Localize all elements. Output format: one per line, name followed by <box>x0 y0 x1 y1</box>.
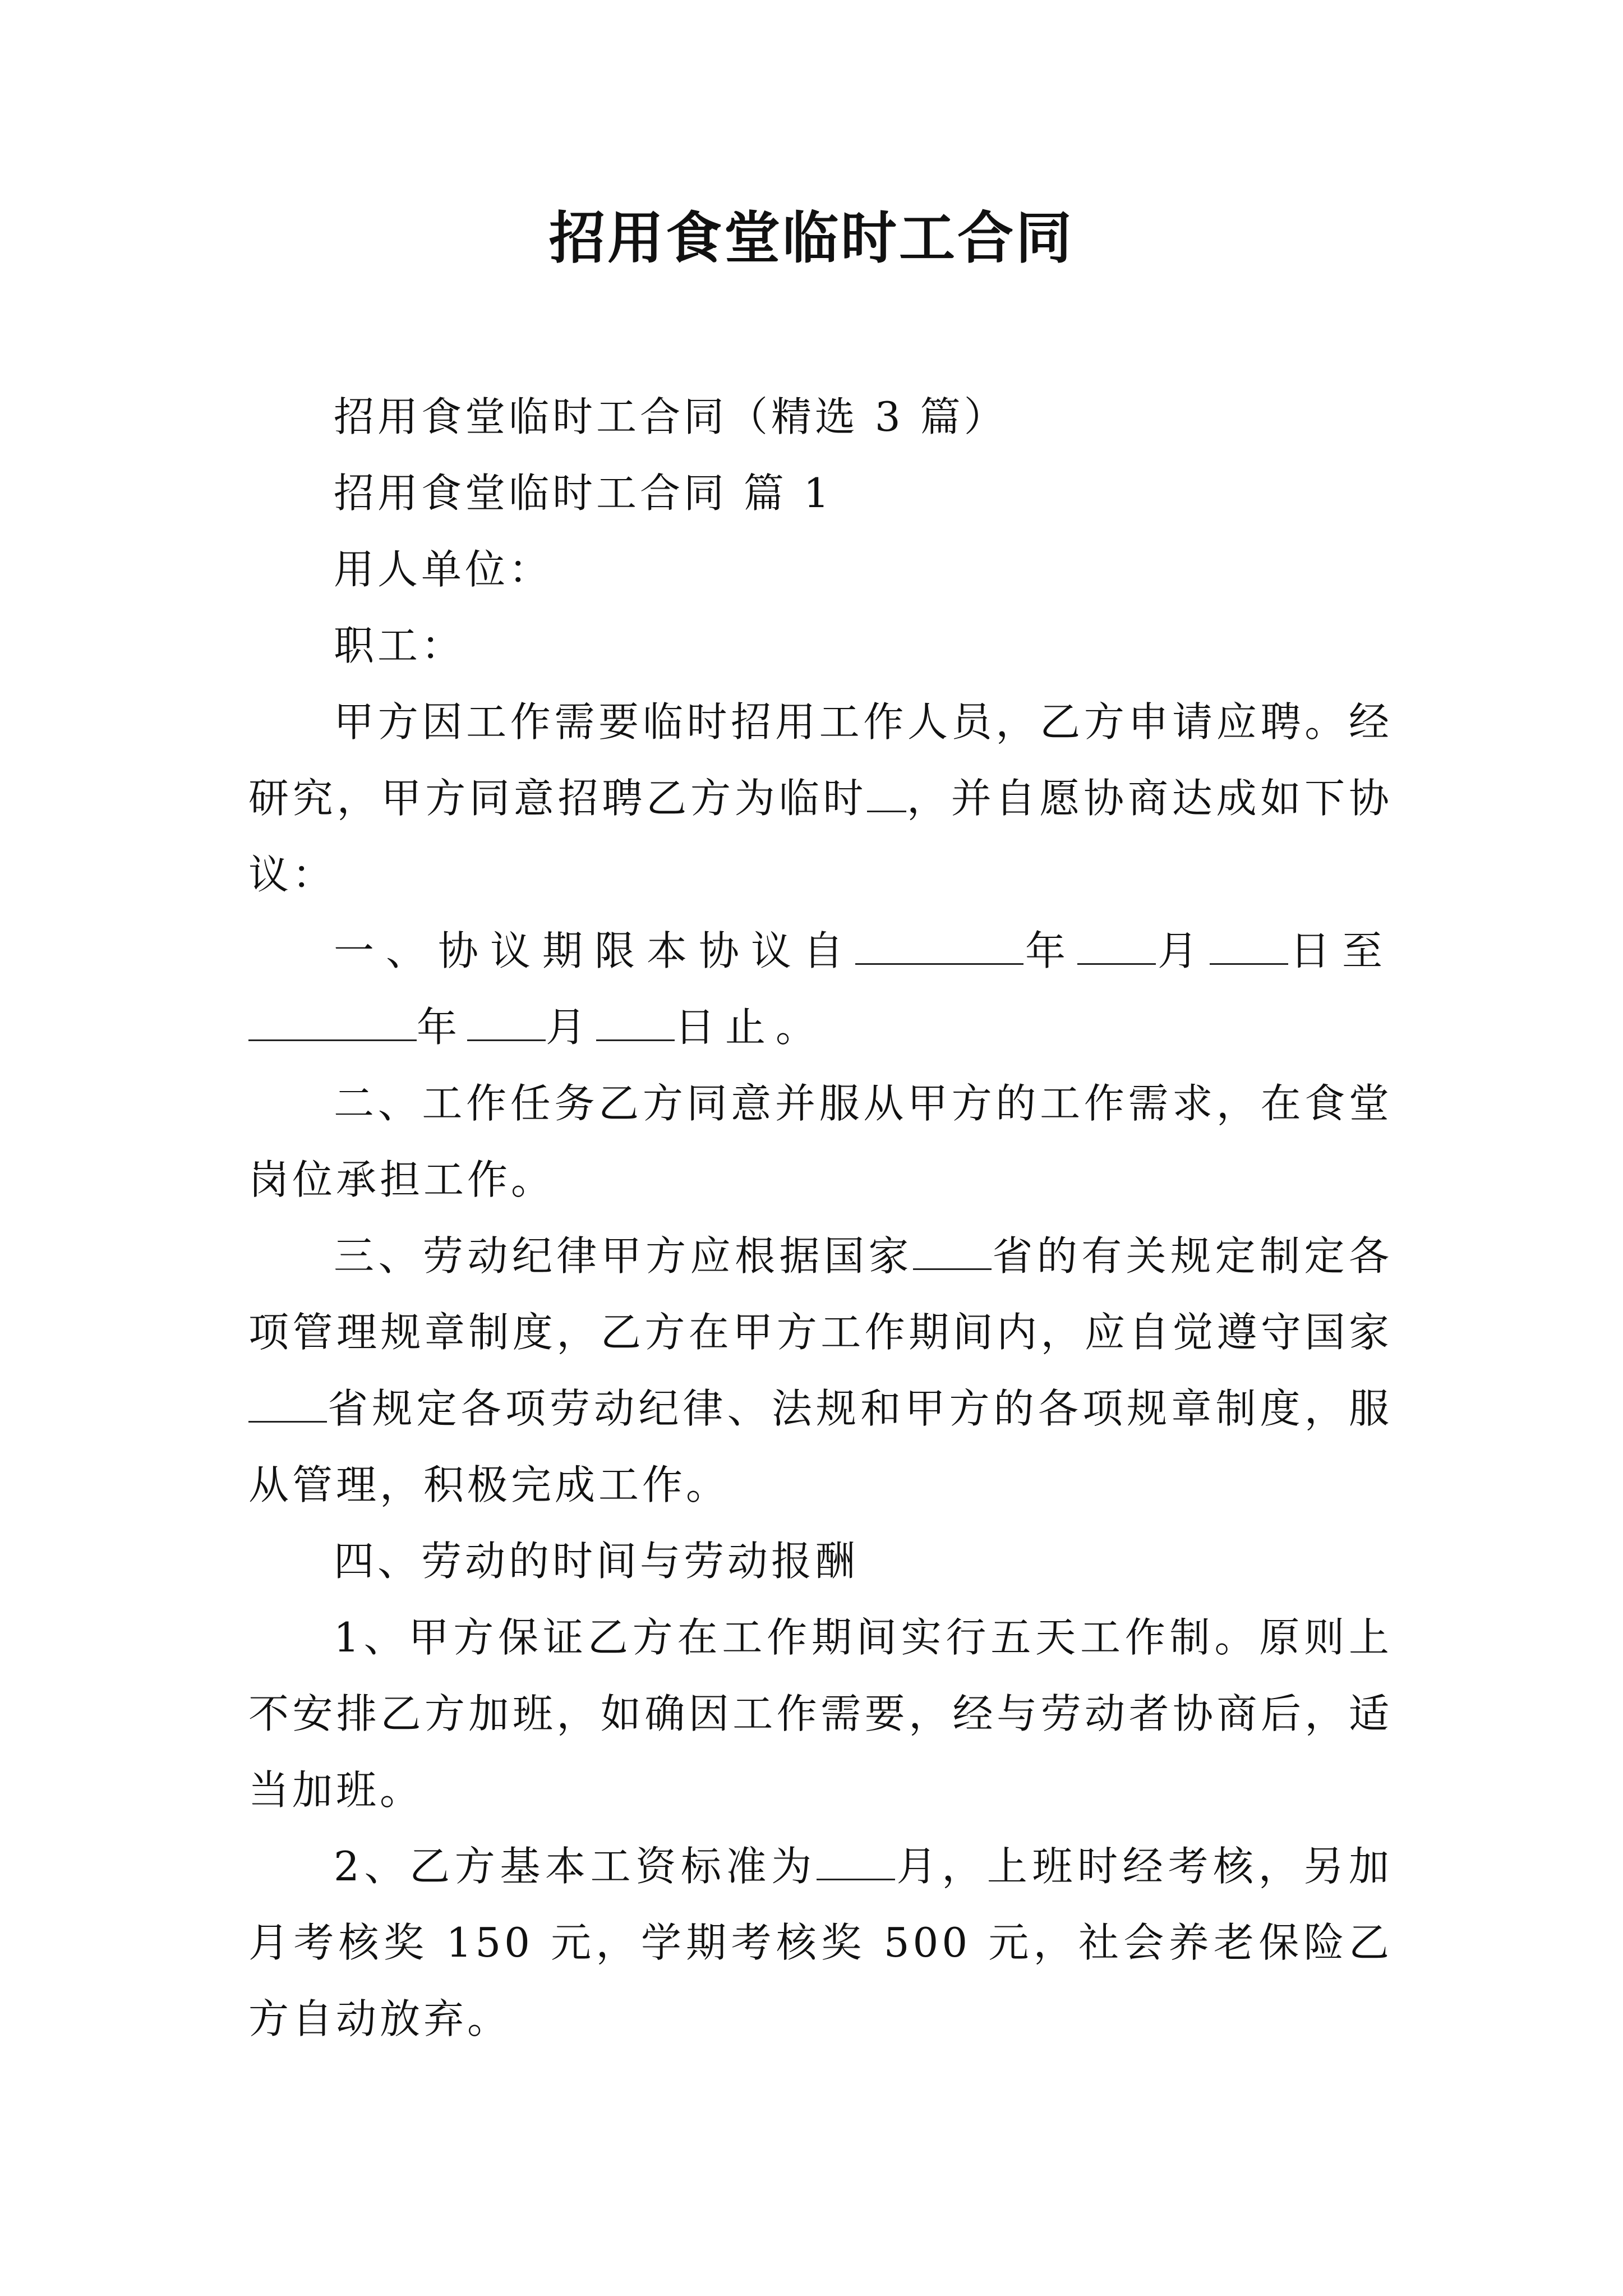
paragraph-text: 二、工作任务乙方同意并服从甲方的工作需求，在食堂岗位承担工作。 <box>248 1080 1393 1203</box>
paragraph-workweek <box>248 1599 1393 1828</box>
paragraph-text: 省的有关规定制定各项管理规章制度，乙方在甲方工作期间内，应自觉遵守国家 <box>248 1232 1393 1356</box>
paragraph-section-heading <box>248 455 1393 531</box>
fill-blank <box>248 1388 327 1423</box>
paragraph-text: 三、劳动纪律甲方应根据国家 <box>334 1232 913 1280</box>
fill-blank <box>1210 931 1288 965</box>
paragraph-text: 年 <box>417 1004 468 1051</box>
document-title: 招用食堂临时工合同 <box>549 205 1074 271</box>
paragraph-employer <box>248 531 1393 608</box>
paragraph-employee <box>248 608 1393 684</box>
fill-blank <box>855 931 1023 965</box>
paragraph-duties <box>248 1065 1393 1218</box>
paragraph-preamble <box>248 684 1393 913</box>
paragraph-text: ，并自愿协商达成如下协议： <box>248 775 1393 898</box>
fill-blank <box>817 1846 895 1880</box>
paragraph-wage <box>248 1828 1393 2057</box>
paragraph-text: 2、乙方基本工资标准为 <box>334 1843 817 1890</box>
fill-blank <box>1077 931 1156 965</box>
paragraph-text: 月，上班时经考核，另加月考核奖 150 元，学期考核奖 500 元，社会养老保险乙方自动放弃。 <box>248 1843 1393 2042</box>
paragraph-hours-heading <box>248 1523 1393 1599</box>
paragraph-text: 1、甲方保证乙方在工作期间实行五天工作制。原则上不安排乙方加班，如确因工作需要，经与劳动者协商后，适当加班。 <box>248 1614 1393 1814</box>
paragraph-text: 日至 <box>1288 927 1393 974</box>
fill-blank <box>596 1007 675 1041</box>
paragraph-text: 一、协议期限本协议自 <box>334 927 855 974</box>
paragraph-text: 用人单位： <box>334 546 553 593</box>
paragraph-subtitle <box>248 379 1393 455</box>
paragraph-text: 省规定各项劳动纪律、法规和甲方的各项规章制度，服从管理，积极完成工作。 <box>248 1385 1393 1508</box>
fill-blank <box>467 1007 546 1041</box>
paragraph-text: 招用食堂临时工合同 篇 1 <box>334 470 833 517</box>
fill-blank <box>248 1007 417 1041</box>
paragraph-text: 年 <box>1023 927 1077 974</box>
paragraph-text: 月 <box>1155 927 1210 974</box>
paragraph-text: 月 <box>546 1004 597 1051</box>
paragraph-discipline <box>248 1218 1393 1523</box>
paragraph-text: 甲方因工作需要临时招用工作人员，乙方申请应聘。经研究，甲方同意招聘乙方为临时 <box>248 698 1393 822</box>
fill-blank <box>913 1236 992 1270</box>
fill-blank <box>867 778 906 812</box>
paragraph-term <box>248 913 1393 1065</box>
document-body <box>248 379 1393 2057</box>
paragraph-text: 四、劳动的时间与劳动报酬 <box>334 1538 859 1585</box>
paragraph-text: 职工： <box>334 622 465 669</box>
paragraph-text: 招用食堂临时工合同（精选 3 篇） <box>334 393 1008 440</box>
paragraph-text: 日止。 <box>675 1004 827 1051</box>
